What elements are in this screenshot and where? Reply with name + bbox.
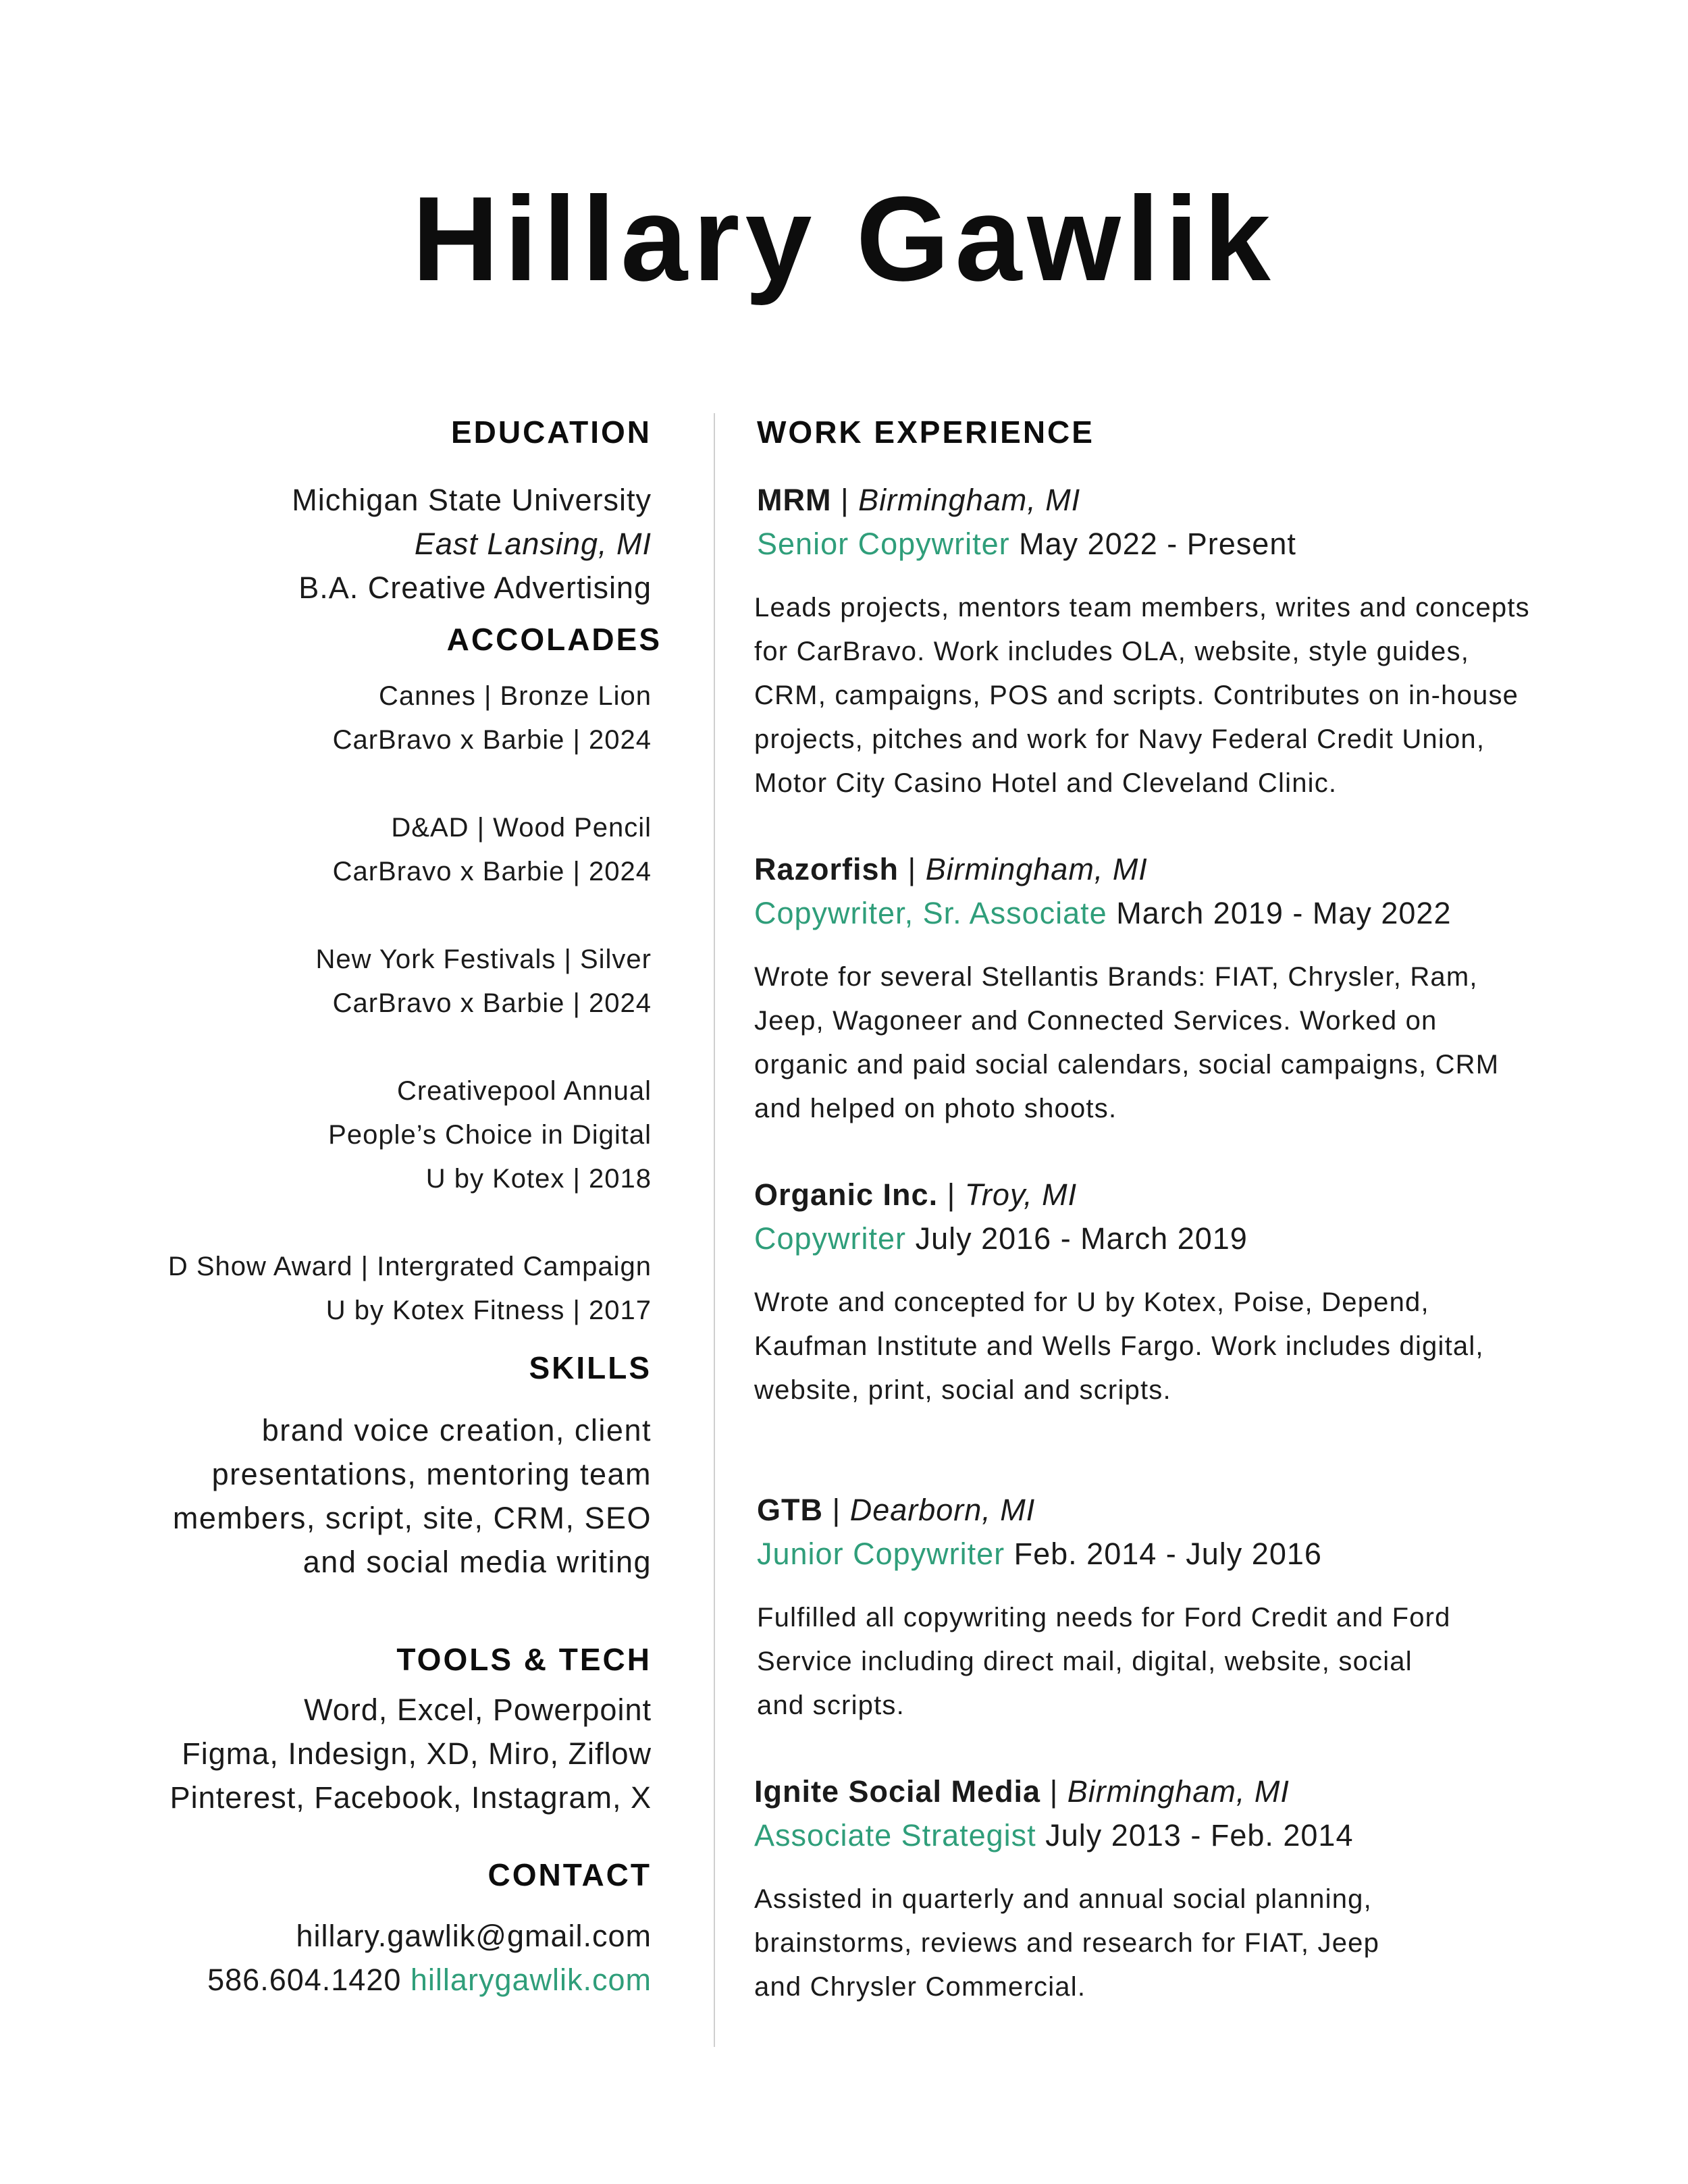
job-dates: July 2013 - Feb. 2014 (1045, 1818, 1354, 1853)
job-company: Ignite Social Media (754, 1774, 1041, 1809)
job-title-line (754, 1813, 1632, 1857)
job-header: GTB | Dearborn, MI (757, 1493, 1036, 1527)
job-description-line: Wrote for several Stellantis Brands: FIAT, Chrysler, Ram, (754, 962, 1478, 992)
skills-line: and social media writing (302, 1545, 652, 1579)
job-description-line: and helped on photo shoots. (754, 1094, 1117, 1123)
job-dates: March 2019 - May 2022 (1116, 896, 1452, 930)
job-company: MRM (757, 483, 832, 517)
job-dates: July 2016 - March 2019 (915, 1221, 1248, 1256)
job-title: Senior Copywriter (757, 527, 1010, 561)
job-title: Junior Copywriter (757, 1537, 1005, 1571)
job-description-line: Kaufman Institute and Wells Fargo. Work includes digital, (754, 1331, 1484, 1361)
right-column (754, 412, 1632, 2009)
accolade-award: D&AD | Wood Pencil (391, 813, 652, 843)
work-experience-heading: WORK EXPERIENCE (757, 415, 1094, 450)
job-header: Organic Inc. | Troy, MI (754, 1177, 1078, 1212)
contact-phone-website-line (68, 1958, 652, 2002)
accolade-award: Creativepool Annual (396, 1076, 652, 1106)
accolade-campaign: CarBravo x Barbie | 2024 (332, 725, 652, 755)
job-location: Birmingham, MI (858, 483, 1081, 517)
job-description-line: brainstorms, reviews and research for FIAT, Jeep (754, 1928, 1380, 1958)
job-title: Copywriter (754, 1221, 907, 1256)
job-description-line: Motor City Casino Hotel and Cleveland Clinic. (754, 768, 1338, 798)
job-description (754, 586, 1632, 805)
job-description (754, 1281, 1632, 1412)
resume-name: Hillary Gawlik (412, 171, 1276, 306)
job-location: Birmingham, MI (925, 852, 1148, 886)
job-title-line (757, 522, 1632, 566)
job-description-line: and scripts. (757, 1690, 905, 1720)
job-company: Organic Inc. (754, 1177, 939, 1212)
job-entry (754, 847, 1632, 1131)
skills-line: presentations, mentoring team (211, 1457, 652, 1491)
job-dates: May 2022 - Present (1019, 527, 1296, 561)
job-header: Razorfish | Birmingham, MI (754, 852, 1148, 886)
accolade-category: People’s Choice in Digital (328, 1120, 652, 1150)
job-title-line (757, 1532, 1632, 1576)
tools-line: Pinterest, Facebook, Instagram, X (169, 1780, 652, 1815)
accolade-item (68, 938, 652, 1026)
job-location: Dearborn, MI (849, 1493, 1036, 1527)
job-location: Birmingham, MI (1067, 1774, 1290, 1809)
skills-section (68, 1348, 652, 1584)
job-entry (754, 1769, 1632, 2009)
accolade-campaign: CarBravo x Barbie | 2024 (332, 857, 652, 886)
job-description-line: CRM, campaigns, POS and scripts. Contributes on in-house (754, 681, 1519, 710)
job-description-line: Wrote and concepted for U by Kotex, Poise, Depend, (754, 1287, 1429, 1317)
contact-section (68, 1855, 652, 2002)
skills-line: members, script, site, CRM, SEO (172, 1501, 652, 1535)
left-column (68, 412, 662, 2002)
skills-heading: SKILLS (529, 1350, 652, 1385)
tools-line: Word, Excel, Powerpoint (304, 1693, 652, 1727)
accolade-item (68, 806, 652, 894)
education-school: Michigan State University (292, 483, 652, 517)
job-entry (754, 478, 1632, 805)
job-dates: Feb. 2014 - July 2016 (1013, 1537, 1322, 1571)
job-title: Copywriter, Sr. Associate (754, 896, 1107, 930)
job-title-line (754, 891, 1632, 935)
job-company: Razorfish (754, 852, 899, 886)
tools-section (68, 1639, 652, 1819)
job-entry (754, 1173, 1632, 1412)
job-description-line: Fulfilled all copywriting needs for Ford Credit and Ford (757, 1603, 1451, 1632)
accolade-award: D Show Award | Intergrated Campaign (167, 1252, 652, 1281)
accolade-item (68, 674, 652, 762)
job-description-line: for CarBravo. Work includes OLA, website, style guides, (754, 637, 1470, 666)
job-title-line (754, 1217, 1632, 1260)
column-divider (714, 413, 715, 2047)
job-description-line: Jeep, Wagoneer and Connected Services. Worked on (754, 1006, 1438, 1036)
job-location: Troy, MI (964, 1177, 1078, 1212)
job-description-line: Assisted in quarterly and annual social planning, (754, 1884, 1372, 1914)
contact-heading: CONTACT (487, 1857, 652, 1892)
job-description-line: Service including direct mail, digital, website, social (757, 1647, 1413, 1676)
tools-line: Figma, Indesign, XD, Miro, Ziflow (182, 1736, 652, 1771)
job-description-line: organic and paid social calendars, social campaigns, CRM (754, 1050, 1500, 1080)
job-description (754, 1877, 1632, 2009)
accolades-section (68, 619, 662, 1333)
job-company: GTB (757, 1493, 823, 1527)
accolade-award: New York Festivals | Silver (315, 944, 652, 974)
job-description-line: website, print, social and scripts. (754, 1375, 1171, 1405)
education-degree: B.A. Creative Advertising (298, 570, 652, 605)
job-header: MRM | Birmingham, MI (757, 483, 1081, 517)
job-description (754, 955, 1632, 1131)
contact-phone: 586.604.1420 (207, 1963, 402, 1997)
contact-website-link[interactable]: hillarygawlik.com (410, 1963, 652, 1997)
education-section (68, 412, 652, 610)
job-description (757, 1596, 1632, 1728)
job-description-line: Leads projects, mentors team members, writes and concepts (754, 593, 1530, 622)
job-entry (754, 1488, 1632, 1728)
contact-email[interactable]: hillary.gawlik@gmail.com (296, 1919, 652, 1953)
accolade-award: Cannes | Bronze Lion (379, 681, 652, 711)
job-header: Ignite Social Media | Birmingham, MI (754, 1774, 1290, 1809)
job-description-line: and Chrysler Commercial. (754, 1972, 1086, 2002)
job-description-line: projects, pitches and work for Navy Federal Credit Union, (754, 724, 1485, 754)
accolade-item (68, 1069, 652, 1201)
tools-heading: TOOLS & TECH (396, 1642, 652, 1677)
job-title: Associate Strategist (754, 1818, 1036, 1853)
accolade-campaign: U by Kotex Fitness | 2017 (325, 1296, 652, 1325)
education-heading: EDUCATION (450, 415, 652, 450)
accolade-item (68, 1245, 652, 1333)
accolades-heading: ACCOLADES (446, 622, 662, 657)
education-location: East Lansing, MI (414, 527, 652, 561)
skills-line: brand voice creation, client (261, 1413, 652, 1447)
accolade-campaign: CarBravo x Barbie | 2024 (332, 988, 652, 1018)
accolade-campaign: U by Kotex | 2018 (425, 1164, 652, 1194)
